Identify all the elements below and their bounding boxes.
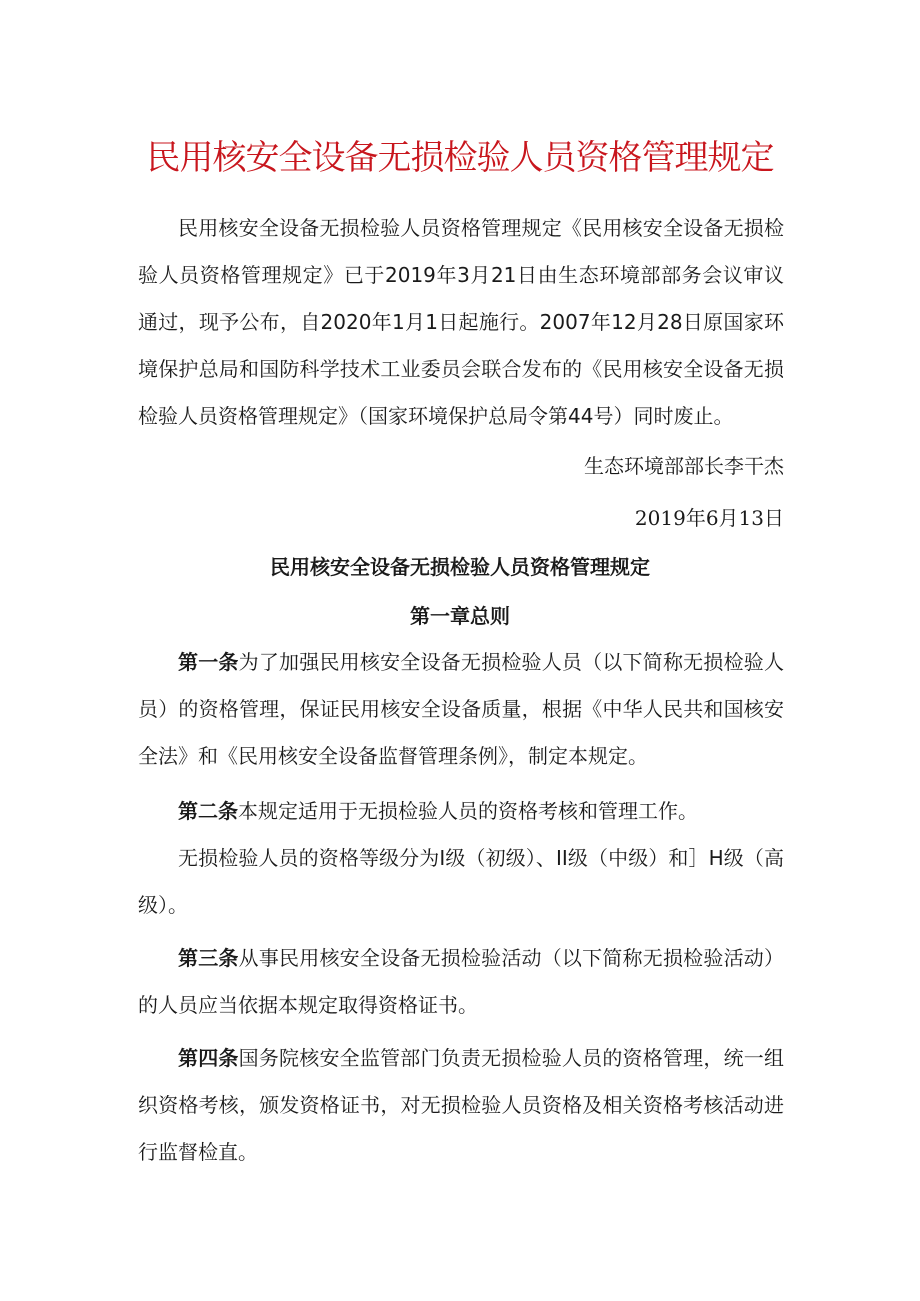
signer-line: 生态环境部部长李干杰 [584, 454, 784, 478]
article-text: 国务院核安全监管部门负责无损检验人员的资格管理，统一组织资格考核，颁发资格证书，对无损检验人员资格及相关资格考核活动进行监督检直。 [138, 1046, 785, 1164]
intro-paragraph: 民用核安全设备无损检验人员资格管理规定《民用核安全设备无损检验人员资格管理规定》已于2019年3月21日由生态环境部部务会议审议通过，现予公布，自2020年1月1日起施行。2007年12月28日原国家环境保护总局和国防科学技术工业委员会联合发布的《民用核安全设备无损检验人员资格管理规定》（国家环境保护总局令第44号）同时废止。 [138, 216, 784, 428]
chapter-heading: 第一章总则 [410, 604, 510, 628]
article-text: 为了加强民用核安全设备无损检验人员（以下简称无损检验人员）的资格管理，保证民用核安全设备质量，根据《中华人民共和国核安全法》和《民用核安全设备监督管理条例》，制定本规定。 [138, 650, 785, 768]
article-heading: 第一条 [178, 650, 239, 674]
signing-date: 2019年6月13日 [634, 506, 784, 530]
regulation-subtitle: 民用核安全设备无损检验人员资格管理规定 [270, 555, 650, 579]
article-3 [138, 935, 784, 1029]
article-heading: 第四条 [178, 1046, 239, 1070]
article-heading: 第三条 [178, 946, 239, 970]
article-4 [138, 1035, 784, 1176]
article-text: 本规定适用于无损检验人员的资格考核和管理工作。 [238, 799, 698, 823]
article-2-extra: 无损检验人员的资格等级分为I级（初级）、II级（中级）和］H级（高级）。 [138, 846, 784, 917]
article-2 [138, 788, 784, 835]
article-text: 从事民用核安全设备无损检验活动（以下简称无损检验活动）的人员应当依据本规定取得资格证书。 [138, 946, 785, 1017]
article-1 [138, 639, 784, 780]
article-heading: 第二条 [178, 799, 238, 823]
document-title: 民用核安全设备无损检验人员资格管理规定 [146, 138, 774, 178]
